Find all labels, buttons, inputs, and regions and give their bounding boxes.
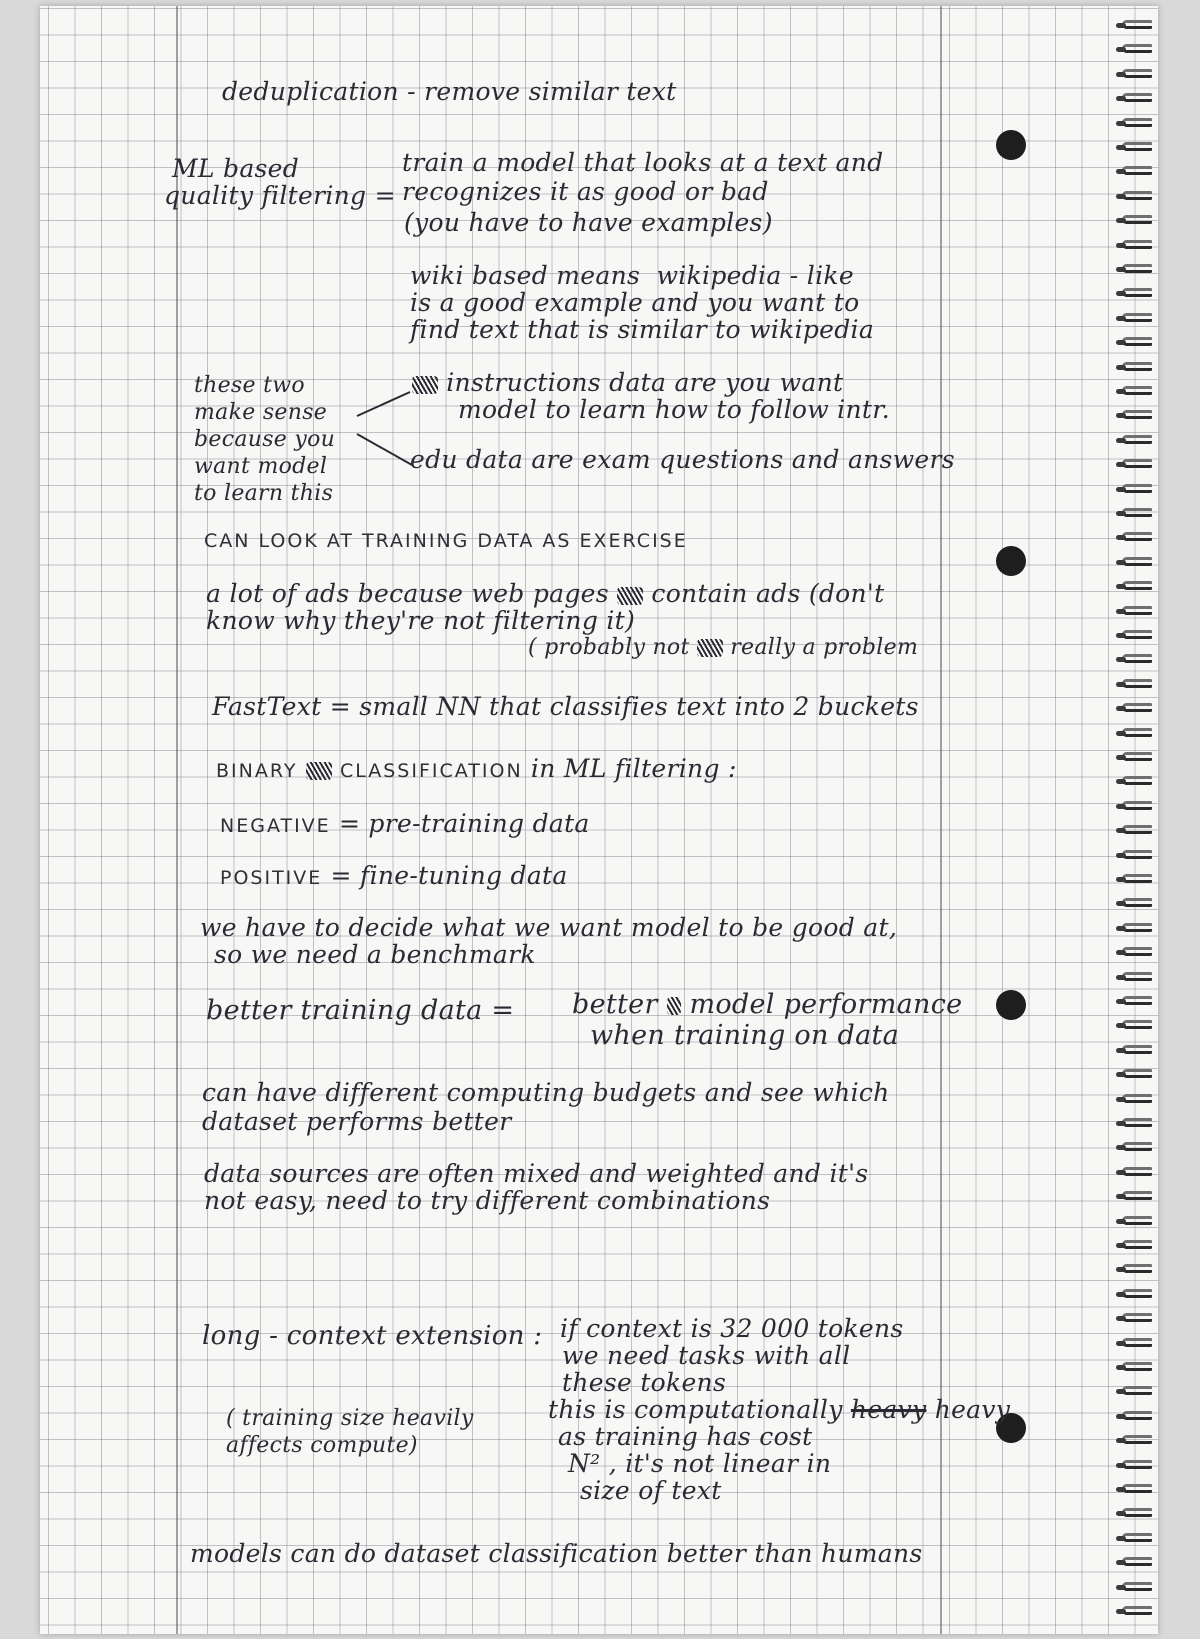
spiral-coil — [1122, 264, 1152, 273]
spiral-coil — [1122, 1240, 1152, 1249]
spiral-coil — [1122, 1460, 1152, 1469]
spiral-coil — [1122, 1191, 1152, 1200]
spiral-coil — [1122, 386, 1152, 395]
decide-text: we have to decide what we want model to be good at, — [200, 913, 898, 942]
budget-text: dataset performs better — [202, 1107, 512, 1136]
spiral-coil — [1122, 362, 1152, 371]
ads-line: ( probably not — [528, 635, 690, 660]
spiral-coil — [1122, 1386, 1152, 1395]
spiral-coil — [1122, 630, 1152, 639]
spiral-coil — [1122, 898, 1152, 907]
spiral-binding — [1118, 8, 1160, 1628]
spiral-coil — [1122, 581, 1152, 590]
decide-text: so we need a benchmark — [214, 940, 536, 969]
ads-line: a lot of ads because web pages — [206, 579, 609, 608]
crossed-out-word: heavy — [850, 1395, 927, 1424]
spiral-coil — [1122, 1020, 1152, 1029]
spiral-coil — [1122, 1045, 1152, 1054]
instructions-text: model to learn how to follow intr. — [458, 395, 890, 424]
final-note: models can do dataset classification better than humans — [190, 1539, 923, 1568]
spiral-coil — [1122, 410, 1152, 419]
spiral-coil — [1122, 1069, 1152, 1078]
long-context-text — [548, 1396, 1010, 1424]
fasttext-text: FastText = small NN that classifies text into 2 buckets — [212, 692, 919, 721]
side-note: these two — [194, 373, 305, 398]
spiral-coil — [1122, 679, 1152, 688]
long-context-text: size of text — [580, 1476, 722, 1505]
ml-quality-label: quality filtering = — [164, 181, 396, 210]
instructions-text — [412, 369, 843, 397]
spiral-coil — [1122, 313, 1152, 322]
ads-line: contain ads (don't — [651, 579, 885, 608]
spiral-coil — [1122, 215, 1152, 224]
scribble-mark — [412, 376, 438, 394]
punch-hole — [996, 990, 1026, 1020]
binary-classification — [216, 755, 737, 785]
better-data-left: better training data = — [206, 995, 515, 1026]
spiral-coil — [1122, 1484, 1152, 1493]
long-context-text: N² , it's not linear in — [568, 1449, 832, 1478]
spiral-coil — [1122, 752, 1152, 761]
scribble-mark — [617, 587, 643, 605]
edu-text: edu data are exam questions and answers — [410, 445, 955, 474]
spiral-coil — [1122, 1606, 1152, 1615]
spiral-coil — [1122, 118, 1152, 127]
spiral-coil — [1122, 337, 1152, 346]
positive-value: = fine-tuning data — [330, 861, 568, 890]
spiral-coil — [1122, 435, 1152, 444]
spiral-coil — [1122, 532, 1152, 541]
spiral-coil — [1122, 93, 1152, 102]
spiral-coil — [1122, 972, 1152, 981]
spiral-coil — [1122, 850, 1152, 859]
wiki-text: wiki based means wikipedia - like — [410, 261, 854, 290]
left-margin-line — [176, 6, 178, 1634]
scribble-mark — [667, 997, 681, 1015]
ads-line: really a problem — [730, 635, 919, 660]
ads-text — [528, 634, 918, 662]
spiral-coil — [1122, 1338, 1152, 1347]
spiral-coil — [1122, 1167, 1152, 1176]
spiral-coil — [1122, 1142, 1152, 1151]
spiral-coil — [1122, 728, 1152, 737]
ads-text — [206, 580, 884, 608]
negative-label: NEGATIVE — [220, 815, 331, 837]
spiral-coil — [1122, 557, 1152, 566]
spiral-coil — [1122, 288, 1152, 297]
spiral-coil — [1122, 508, 1152, 517]
spiral-coil — [1122, 20, 1152, 29]
spiral-coil — [1122, 703, 1152, 712]
side-note: want model — [194, 454, 328, 479]
spiral-coil — [1122, 459, 1152, 468]
better-word: better — [572, 989, 658, 1020]
spiral-coil — [1122, 801, 1152, 810]
spiral-coil — [1122, 776, 1152, 785]
sources-text: not easy, need to try different combinations — [204, 1186, 771, 1215]
spiral-coil — [1122, 947, 1152, 956]
better-data-right: when training on data — [590, 1020, 900, 1051]
spiral-coil — [1122, 1508, 1152, 1517]
spiral-coil — [1122, 1094, 1152, 1103]
spiral-coil — [1122, 1118, 1152, 1127]
spiral-coil — [1122, 44, 1152, 53]
training-size-note: ( training size heavily — [226, 1406, 474, 1431]
positive-label: POSITIVE — [220, 867, 323, 889]
ads-text: know why they're not filtering it) — [206, 606, 636, 635]
spiral-coil — [1122, 1435, 1152, 1444]
wiki-text: find text that is similar to wikipedia — [410, 315, 875, 344]
spiral-coil — [1122, 654, 1152, 663]
wiki-text: is a good example and you want to — [410, 288, 860, 317]
spiral-coil — [1122, 825, 1152, 834]
long-context-text: as training has cost — [558, 1422, 813, 1451]
positive-line — [220, 862, 568, 892]
spiral-coil — [1122, 484, 1152, 493]
ml-quality-label: ML based — [172, 154, 300, 183]
dedup-heading: deduplication - remove similar text — [222, 77, 677, 106]
spiral-coil — [1122, 1362, 1152, 1371]
scribble-mark — [697, 639, 723, 657]
spiral-coil — [1122, 996, 1152, 1005]
punch-hole — [996, 130, 1026, 160]
spiral-coil — [1122, 1313, 1152, 1322]
side-note: because you — [194, 427, 336, 452]
spiral-coil — [1122, 191, 1152, 200]
spiral-coil — [1122, 1533, 1152, 1542]
training-size-note: affects compute) — [226, 1433, 418, 1458]
spiral-coil — [1122, 1264, 1152, 1273]
long-context-text: if context is 32 000 tokens — [560, 1314, 904, 1343]
spiral-coil — [1122, 1411, 1152, 1420]
binary-rest: in ML filtering : — [530, 754, 737, 783]
sources-text: data sources are often mixed and weighted and it's — [204, 1159, 869, 1188]
side-note: make sense — [194, 400, 328, 425]
training-caps-note: CAN LOOK AT TRAINING DATA AS EXERCISE — [204, 530, 688, 552]
long-context-label: long - context extension : — [202, 1321, 543, 1351]
better-data-right — [572, 991, 962, 1019]
negative-line — [220, 810, 590, 840]
side-note: to learn this — [194, 481, 334, 506]
spiral-coil — [1122, 923, 1152, 932]
classification-label: CLASSIFICATION — [339, 760, 523, 782]
model-performance-text: model performance — [689, 989, 963, 1020]
compute-line: this is computationally — [548, 1395, 843, 1424]
spiral-coil — [1122, 1216, 1152, 1225]
heavy-word: heavy — [934, 1395, 1011, 1424]
spiral-coil — [1122, 240, 1152, 249]
ml-quality-text: train a model that looks at a text and — [402, 148, 884, 177]
spiral-coil — [1122, 1289, 1152, 1298]
negative-value: = pre-training data — [338, 809, 590, 838]
punch-hole — [996, 546, 1026, 576]
long-context-text: these tokens — [562, 1368, 727, 1397]
spiral-coil — [1122, 606, 1152, 615]
ml-quality-text: (you have to have examples) — [404, 208, 773, 237]
instructions-line: instructions data are you want — [446, 368, 844, 397]
spiral-coil — [1122, 1557, 1152, 1566]
spiral-coil — [1122, 69, 1152, 78]
ml-quality-text: recognizes it as good or bad — [402, 177, 769, 206]
right-margin-line — [940, 6, 942, 1634]
spiral-coil — [1122, 166, 1152, 175]
scribble-mark — [306, 762, 332, 780]
budget-text: can have different computing budgets and see which — [202, 1078, 890, 1107]
spiral-coil — [1122, 1582, 1152, 1591]
spiral-coil — [1122, 874, 1152, 883]
spiral-coil — [1122, 142, 1152, 151]
binary-label: BINARY — [216, 760, 298, 782]
long-context-text: we need tasks with all — [562, 1341, 851, 1370]
